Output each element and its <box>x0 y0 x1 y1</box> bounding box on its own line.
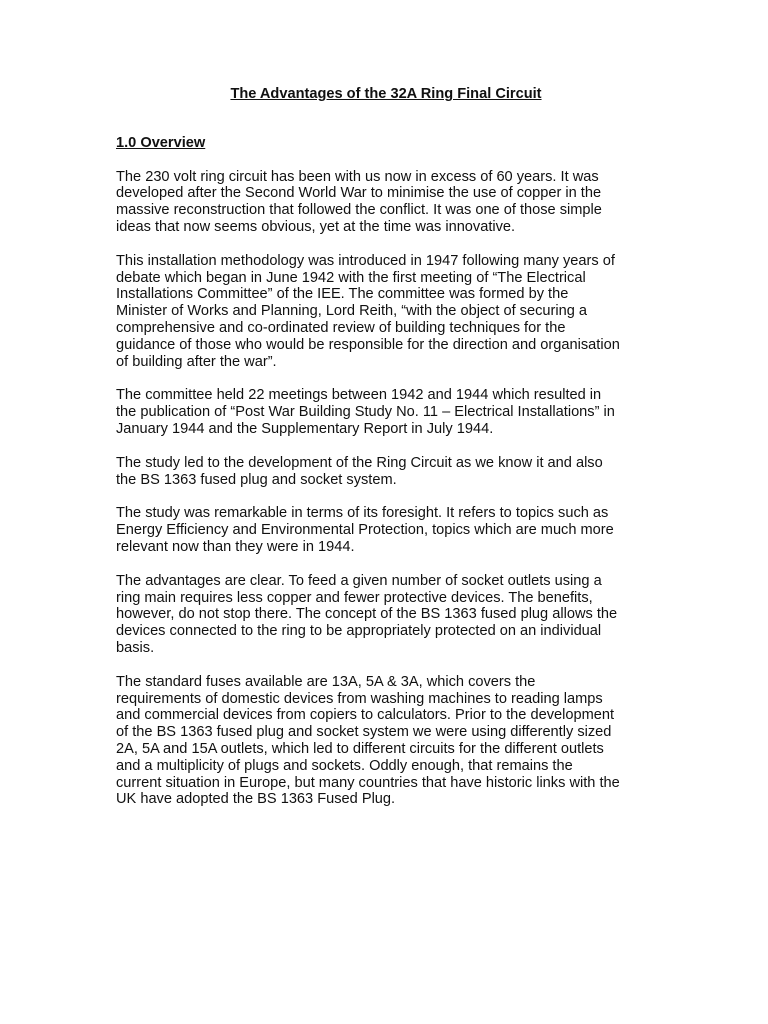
paragraph-committee <box>116 387 656 437</box>
text-line: basis. <box>116 639 155 656</box>
text-line: UK have adopted the BS 1363 Fused Plug. <box>116 791 396 808</box>
text-line: Minister of Works and Planning, Lord Reith, “with the object of securing a <box>116 303 588 320</box>
text-line: guidance of those who would be responsible for the direction and organisation <box>116 336 620 353</box>
text-line: The advantages are clear. To feed a given number of socket outlets using a <box>116 572 602 589</box>
paragraph-intro <box>116 169 656 236</box>
section-heading: 1.0 Overview <box>116 134 206 151</box>
text-line: of building after the war”. <box>116 353 277 370</box>
paragraph-fuses <box>116 674 656 808</box>
text-line: however, do not stop there. The concept of the BS 1363 fused plug allows the <box>116 606 618 623</box>
paragraph-foresight <box>116 505 656 555</box>
text-line: comprehensive and co-ordinated review of building techniques for the <box>116 319 566 336</box>
text-line: and commercial devices from copiers to calculators. Prior to the development <box>116 707 615 724</box>
text-line: Installations Committee” of the IEE. The committee was formed by the <box>116 286 569 303</box>
text-line: of the BS 1363 fused plug and socket system we were using differently sized <box>116 724 612 741</box>
text-line: debate which began in June 1942 with the first meeting of “The Electrical <box>116 269 586 286</box>
text-line: requirements of domestic devices from washing machines to reading lamps <box>116 690 603 707</box>
text-line: massive reconstruction that followed the conflict. It was one of those simple <box>116 202 602 219</box>
text-line: The study led to the development of the Ring Circuit as we know it and also <box>116 454 603 471</box>
paragraph-advantages <box>116 573 656 657</box>
text-line: The committee held 22 meetings between 1942 and 1944 which resulted in <box>116 387 602 404</box>
text-line: January 1944 and the Supplementary Report in July 1944. <box>116 420 494 437</box>
text-line: ideas that now seems obvious, yet at the time was innovative. <box>116 218 516 235</box>
text-line: The 230 volt ring circuit has been with us now in excess of 60 years. It was <box>116 168 599 185</box>
text-line: This installation methodology was introduced in 1947 following many years of <box>116 252 615 269</box>
text-line: devices connected to the ring to be appropriately protected on an individual <box>116 623 602 640</box>
text-line: ring main requires less copper and fewer protective devices. The benefits, <box>116 589 593 606</box>
paragraph-study-outcome <box>116 455 656 489</box>
text-line: 2A, 5A and 15A outlets, which led to different circuits for the different outlets <box>116 740 604 757</box>
text-line: the BS 1363 fused plug and socket system. <box>116 471 397 488</box>
text-line: The study was remarkable in terms of its foresight. It refers to topics such as <box>116 505 609 522</box>
text-line: current situation in Europe, but many countries that have historic links with the <box>116 774 620 791</box>
text-line: and a multiplicity of plugs and sockets. Oddly enough, that remains the <box>116 757 573 774</box>
paragraph-history <box>116 253 656 371</box>
text-line: Energy Efficiency and Environmental Protection, topics which are much more <box>116 522 614 539</box>
document-title: The Advantages of the 32A Ring Final Circuit <box>230 86 542 102</box>
text-line: The standard fuses available are 13A, 5A & 3A, which covers the <box>116 673 536 690</box>
document-body <box>116 86 656 825</box>
text-line: developed after the Second World War to minimise the use of copper in the <box>116 185 602 202</box>
text-line: relevant now than they were in 1944. <box>116 538 355 555</box>
text-line: the publication of “Post War Building Study No. 11 – Electrical Installations” in <box>116 404 615 421</box>
